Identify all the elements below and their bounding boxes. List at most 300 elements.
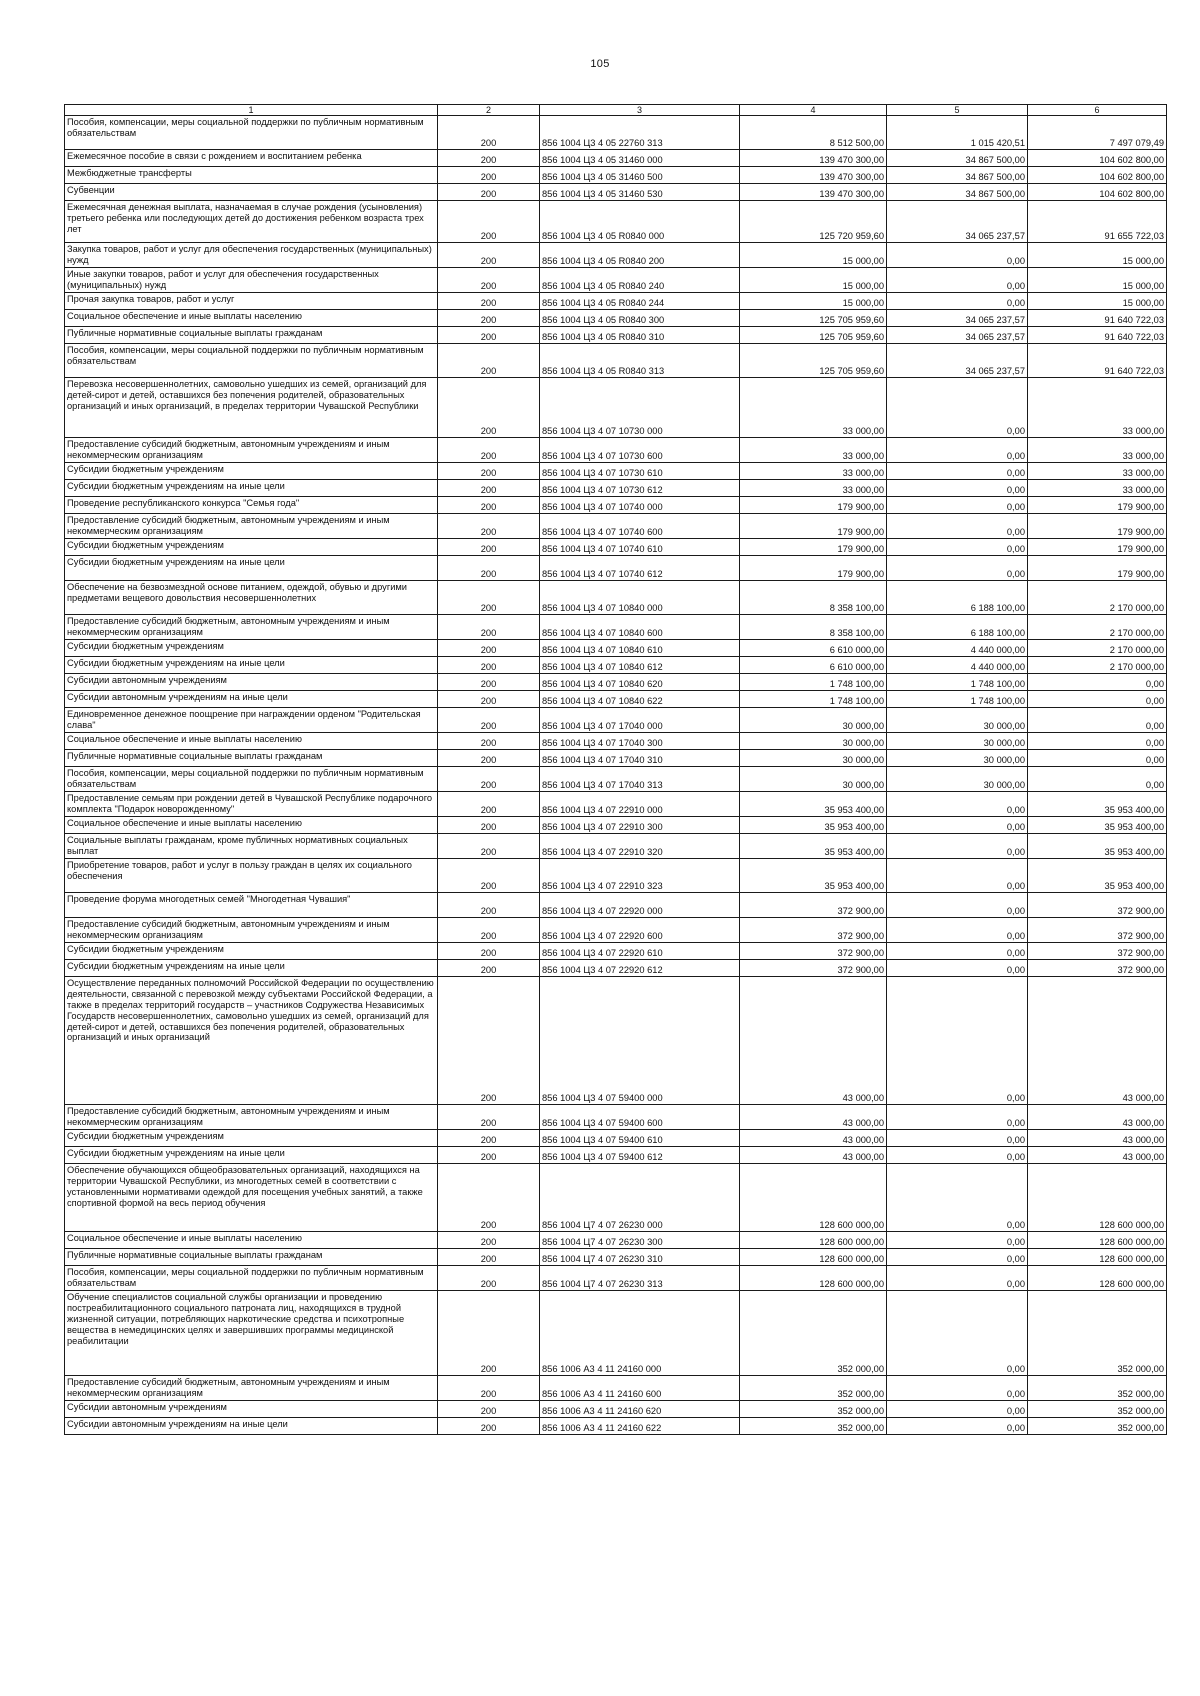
row-amount-col4: 33 000,00 — [740, 480, 887, 497]
row-amount-col5: 0,00 — [887, 556, 1028, 581]
row-classification-code: 856 1004 Ц3 4 07 10840 620 — [540, 674, 740, 691]
row-classification-code: 856 1004 Ц3 4 05 22760 313 — [540, 116, 740, 150]
row-amount-col4: 139 470 300,00 — [740, 184, 887, 201]
row-classification-code: 856 1004 Ц3 4 05 R0840 300 — [540, 310, 740, 327]
row-amount-col6: 43 000,00 — [1028, 977, 1167, 1105]
row-amount-col4: 33 000,00 — [740, 463, 887, 480]
row-description: Социальные выплаты гражданам, кроме публичных нормативных социальных выплат — [65, 834, 438, 859]
row-description: Иные закупки товаров, работ и услуг для обеспечения государственных (муниципальных) нужд — [65, 268, 438, 293]
table-row — [65, 750, 1167, 767]
row-amount-col6: 43 000,00 — [1028, 1105, 1167, 1130]
row-type-code: 200 — [438, 1401, 540, 1418]
row-amount-col6: 104 602 800,00 — [1028, 150, 1167, 167]
row-description: Межбюджетные трансферты — [65, 167, 438, 184]
column-header-4: 4 — [740, 105, 887, 116]
row-type-code: 200 — [438, 167, 540, 184]
row-type-code: 200 — [438, 733, 540, 750]
row-description: Проведение республиканского конкурса "Семья года" — [65, 497, 438, 514]
row-amount-col6: 35 953 400,00 — [1028, 792, 1167, 817]
row-type-code: 200 — [438, 1376, 540, 1401]
row-classification-code: 856 1004 Ц3 4 05 31460 000 — [540, 150, 740, 167]
row-amount-col6: 35 953 400,00 — [1028, 817, 1167, 834]
row-classification-code: 856 1004 Ц3 4 07 22910 300 — [540, 817, 740, 834]
row-amount-col5: 4 440 000,00 — [887, 657, 1028, 674]
row-amount-col5: 0,00 — [887, 1401, 1028, 1418]
column-header-1: 1 — [65, 105, 438, 116]
row-amount-col5: 0,00 — [887, 1232, 1028, 1249]
row-classification-code: 856 1004 Ц3 4 07 59400 600 — [540, 1105, 740, 1130]
table-row — [65, 1401, 1167, 1418]
row-amount-col5: 0,00 — [887, 1249, 1028, 1266]
row-amount-col4: 139 470 300,00 — [740, 167, 887, 184]
row-amount-col6: 33 000,00 — [1028, 438, 1167, 463]
row-description: Ежемесячная денежная выплата, назначаемая в случае рождения (усыновления) третьего ребенка или последующих детей до достижения ребенком возраста трех лет — [65, 201, 438, 243]
row-description: Ежемесячное пособие в связи с рождением и воспитанием ребенка — [65, 150, 438, 167]
row-amount-col6: 0,00 — [1028, 708, 1167, 733]
row-amount-col6: 2 170 000,00 — [1028, 581, 1167, 615]
row-description: Пособия, компенсации, меры социальной поддержки по публичным нормативным обязательствам — [65, 116, 438, 150]
table-row — [65, 640, 1167, 657]
table-row — [65, 1266, 1167, 1291]
row-description: Обеспечение на безвозмездной основе питанием, одеждой, обувью и другими предметами вещевого довольствия несовершеннолетних — [65, 581, 438, 615]
row-classification-code: 856 1004 Ц3 4 07 10730 612 — [540, 480, 740, 497]
row-amount-col6: 179 900,00 — [1028, 514, 1167, 539]
row-type-code: 200 — [438, 1266, 540, 1291]
row-amount-col5: 34 065 237,57 — [887, 201, 1028, 243]
row-amount-col6: 2 170 000,00 — [1028, 615, 1167, 640]
row-classification-code: 856 1004 Ц3 4 07 10840 622 — [540, 691, 740, 708]
row-amount-col5: 0,00 — [887, 1164, 1028, 1232]
row-amount-col5: 6 188 100,00 — [887, 581, 1028, 615]
row-type-code: 200 — [438, 463, 540, 480]
row-amount-col6: 15 000,00 — [1028, 293, 1167, 310]
row-description: Приобретение товаров, работ и услуг в пользу граждан в целях их социального обеспечения — [65, 859, 438, 893]
row-description: Социальное обеспечение и иные выплаты населению — [65, 1232, 438, 1249]
table-row — [65, 310, 1167, 327]
row-type-code: 200 — [438, 674, 540, 691]
table-row — [65, 792, 1167, 817]
row-classification-code: 856 1004 Ц3 4 05 R0840 310 — [540, 327, 740, 344]
row-amount-col5: 0,00 — [887, 1418, 1028, 1435]
row-amount-col4: 43 000,00 — [740, 977, 887, 1105]
row-amount-col6: 0,00 — [1028, 733, 1167, 750]
row-amount-col5: 30 000,00 — [887, 733, 1028, 750]
row-classification-code: 856 1004 Ц3 4 05 R0840 240 — [540, 268, 740, 293]
table-row — [65, 943, 1167, 960]
row-amount-col6: 372 900,00 — [1028, 943, 1167, 960]
row-amount-col6: 33 000,00 — [1028, 480, 1167, 497]
table-row — [65, 556, 1167, 581]
row-amount-col4: 128 600 000,00 — [740, 1249, 887, 1266]
row-amount-col5: 0,00 — [887, 378, 1028, 438]
table-row — [65, 497, 1167, 514]
table-row — [65, 514, 1167, 539]
row-description: Субсидии автономным учреждениям на иные цели — [65, 691, 438, 708]
row-type-code: 200 — [438, 1164, 540, 1232]
row-classification-code: 856 1006 А3 4 11 24160 000 — [540, 1291, 740, 1376]
table-row — [65, 201, 1167, 243]
row-type-code: 200 — [438, 640, 540, 657]
row-amount-col4: 8 512 500,00 — [740, 116, 887, 150]
row-classification-code: 856 1004 Ц7 4 07 26230 000 — [540, 1164, 740, 1232]
row-description: Закупка товаров, работ и услуг для обеспечения государственных (муниципальных) нужд — [65, 243, 438, 268]
table-row — [65, 977, 1167, 1105]
row-amount-col4: 179 900,00 — [740, 539, 887, 556]
table-row — [65, 344, 1167, 378]
row-classification-code: 856 1004 Ц3 4 07 10840 600 — [540, 615, 740, 640]
row-amount-col5: 0,00 — [887, 792, 1028, 817]
row-type-code: 200 — [438, 1232, 540, 1249]
row-amount-col4: 125 705 959,60 — [740, 327, 887, 344]
table-row — [65, 1130, 1167, 1147]
table-row — [65, 293, 1167, 310]
row-amount-col4: 35 953 400,00 — [740, 792, 887, 817]
row-amount-col6: 0,00 — [1028, 691, 1167, 708]
table-row — [65, 1376, 1167, 1401]
row-amount-col6: 179 900,00 — [1028, 539, 1167, 556]
row-amount-col5: 30 000,00 — [887, 767, 1028, 792]
row-amount-col5: 0,00 — [887, 1105, 1028, 1130]
table-row — [65, 708, 1167, 733]
row-amount-col6: 43 000,00 — [1028, 1147, 1167, 1164]
row-classification-code: 856 1006 А3 4 11 24160 622 — [540, 1418, 740, 1435]
row-description: Предоставление субсидий бюджетным, автономным учреждениям и иным некоммерческим организациям — [65, 615, 438, 640]
row-amount-col5: 0,00 — [887, 893, 1028, 918]
row-classification-code: 856 1004 Ц3 4 07 10740 612 — [540, 556, 740, 581]
row-classification-code: 856 1004 Ц3 4 07 22920 612 — [540, 960, 740, 977]
row-amount-col5: 1 015 420,51 — [887, 116, 1028, 150]
row-amount-col6: 0,00 — [1028, 674, 1167, 691]
table-row — [65, 960, 1167, 977]
row-amount-col4: 372 900,00 — [740, 943, 887, 960]
table-row — [65, 674, 1167, 691]
row-type-code: 200 — [438, 497, 540, 514]
row-classification-code: 856 1004 Ц3 4 07 17040 000 — [540, 708, 740, 733]
row-amount-col4: 352 000,00 — [740, 1376, 887, 1401]
row-amount-col6: 91 640 722,03 — [1028, 310, 1167, 327]
row-amount-col4: 1 748 100,00 — [740, 674, 887, 691]
row-amount-col6: 7 497 079,49 — [1028, 116, 1167, 150]
table-body — [65, 116, 1167, 1435]
row-amount-col5: 0,00 — [887, 1147, 1028, 1164]
row-amount-col4: 8 358 100,00 — [740, 615, 887, 640]
row-amount-col5: 0,00 — [887, 497, 1028, 514]
table-row — [65, 116, 1167, 150]
row-amount-col5: 34 867 500,00 — [887, 184, 1028, 201]
row-type-code: 200 — [438, 960, 540, 977]
row-amount-col5: 0,00 — [887, 1291, 1028, 1376]
row-classification-code: 856 1004 Ц3 4 07 22920 600 — [540, 918, 740, 943]
row-description: Предоставление субсидий бюджетным, автономным учреждениям и иным некоммерческим организациям — [65, 1376, 438, 1401]
table-row — [65, 1249, 1167, 1266]
row-amount-col5: 0,00 — [887, 1130, 1028, 1147]
row-description: Социальное обеспечение и иные выплаты населению — [65, 310, 438, 327]
table-row — [65, 918, 1167, 943]
table-row — [65, 767, 1167, 792]
table-row — [65, 184, 1167, 201]
row-type-code: 200 — [438, 243, 540, 268]
row-amount-col5: 1 748 100,00 — [887, 674, 1028, 691]
row-amount-col5: 4 440 000,00 — [887, 640, 1028, 657]
row-amount-col5: 1 748 100,00 — [887, 691, 1028, 708]
row-description: Субсидии бюджетным учреждениям — [65, 1130, 438, 1147]
row-amount-col4: 15 000,00 — [740, 243, 887, 268]
column-header-2: 2 — [438, 105, 540, 116]
table-row — [65, 1164, 1167, 1232]
page-number: 105 — [590, 58, 610, 70]
row-amount-col4: 35 953 400,00 — [740, 834, 887, 859]
table-row — [65, 1147, 1167, 1164]
row-description: Предоставление субсидий бюджетным, автономным учреждениям и иным некоммерческим организациям — [65, 514, 438, 539]
row-description: Субсидии автономным учреждениям — [65, 674, 438, 691]
table-row — [65, 1232, 1167, 1249]
row-type-code: 200 — [438, 268, 540, 293]
row-amount-col5: 0,00 — [887, 268, 1028, 293]
row-amount-col5: 0,00 — [887, 1266, 1028, 1291]
row-amount-col6: 43 000,00 — [1028, 1130, 1167, 1147]
row-description: Субсидии бюджетным учреждениям — [65, 463, 438, 480]
row-description: Обеспечение обучающихся общеобразовательных организаций, находящихся на территории Чувашской Республики, из многодетных семей в соответствии с установленными нормативами одеждой для посещения учебных занятий, а также спортивной формой на весь период обучения — [65, 1164, 438, 1232]
row-classification-code: 856 1004 Ц3 4 05 31460 500 — [540, 167, 740, 184]
row-description: Субсидии бюджетным учреждениям на иные цели — [65, 1147, 438, 1164]
row-classification-code: 856 1004 Ц3 4 05 R0840 000 — [540, 201, 740, 243]
row-type-code: 200 — [438, 977, 540, 1105]
row-amount-col6: 128 600 000,00 — [1028, 1266, 1167, 1291]
row-classification-code: 856 1004 Ц3 4 07 22910 000 — [540, 792, 740, 817]
row-type-code: 200 — [438, 378, 540, 438]
row-type-code: 200 — [438, 581, 540, 615]
row-classification-code: 856 1004 Ц7 4 07 26230 300 — [540, 1232, 740, 1249]
row-classification-code: 856 1004 Ц3 4 07 10730 610 — [540, 463, 740, 480]
row-amount-col5: 34 867 500,00 — [887, 167, 1028, 184]
row-amount-col5: 0,00 — [887, 834, 1028, 859]
row-description: Публичные нормативные социальные выплаты гражданам — [65, 327, 438, 344]
row-classification-code: 856 1004 Ц3 4 07 10730 600 — [540, 438, 740, 463]
row-amount-col6: 372 900,00 — [1028, 960, 1167, 977]
row-amount-col4: 372 900,00 — [740, 893, 887, 918]
row-amount-col5: 0,00 — [887, 514, 1028, 539]
row-classification-code: 856 1004 Ц3 4 05 31460 530 — [540, 184, 740, 201]
table-row — [65, 581, 1167, 615]
row-amount-col4: 6 610 000,00 — [740, 640, 887, 657]
row-amount-col5: 0,00 — [887, 480, 1028, 497]
row-amount-col6: 0,00 — [1028, 750, 1167, 767]
row-description: Субсидии бюджетным учреждениям на иные цели — [65, 657, 438, 674]
row-description: Предоставление семьям при рождении детей в Чувашской Республике подарочного комплекта "Подарок новорожденному" — [65, 792, 438, 817]
row-amount-col5: 0,00 — [887, 943, 1028, 960]
table-row — [65, 834, 1167, 859]
row-amount-col6: 91 640 722,03 — [1028, 327, 1167, 344]
table-row — [65, 480, 1167, 497]
row-type-code: 200 — [438, 708, 540, 733]
row-type-code: 200 — [438, 943, 540, 960]
table-row — [65, 893, 1167, 918]
row-amount-col6: 104 602 800,00 — [1028, 184, 1167, 201]
row-classification-code: 856 1004 Ц3 4 07 10840 000 — [540, 581, 740, 615]
table-row — [65, 859, 1167, 893]
row-classification-code: 856 1004 Ц3 4 07 22910 320 — [540, 834, 740, 859]
row-classification-code: 856 1006 А3 4 11 24160 600 — [540, 1376, 740, 1401]
row-type-code: 200 — [438, 116, 540, 150]
row-amount-col6: 35 953 400,00 — [1028, 859, 1167, 893]
row-description: Предоставление субсидий бюджетным, автономным учреждениям и иным некоммерческим организациям — [65, 1105, 438, 1130]
row-type-code: 200 — [438, 1418, 540, 1435]
row-description: Предоставление субсидий бюджетным, автономным учреждениям и иным некоммерческим организациям — [65, 438, 438, 463]
row-amount-col4: 139 470 300,00 — [740, 150, 887, 167]
row-type-code: 200 — [438, 1130, 540, 1147]
row-amount-col6: 91 640 722,03 — [1028, 344, 1167, 378]
row-amount-col5: 0,00 — [887, 438, 1028, 463]
row-type-code: 200 — [438, 657, 540, 674]
row-description: Субсидии автономным учреждениям — [65, 1401, 438, 1418]
row-type-code: 200 — [438, 750, 540, 767]
row-type-code: 200 — [438, 1249, 540, 1266]
row-classification-code: 856 1004 Ц3 4 07 59400 000 — [540, 977, 740, 1105]
row-amount-col6: 128 600 000,00 — [1028, 1249, 1167, 1266]
row-amount-col6: 352 000,00 — [1028, 1376, 1167, 1401]
table-row — [65, 817, 1167, 834]
row-type-code: 200 — [438, 893, 540, 918]
row-amount-col4: 179 900,00 — [740, 497, 887, 514]
row-amount-col4: 43 000,00 — [740, 1130, 887, 1147]
table-row — [65, 243, 1167, 268]
row-amount-col5: 0,00 — [887, 293, 1028, 310]
row-amount-col6: 91 655 722,03 — [1028, 201, 1167, 243]
row-type-code: 200 — [438, 792, 540, 817]
table-row — [65, 378, 1167, 438]
row-amount-col4: 128 600 000,00 — [740, 1266, 887, 1291]
row-description: Субвенции — [65, 184, 438, 201]
row-type-code: 200 — [438, 438, 540, 463]
row-description: Пособия, компенсации, меры социальной поддержки по публичным нормативным обязательствам — [65, 1266, 438, 1291]
row-classification-code: 856 1004 Ц3 4 07 59400 612 — [540, 1147, 740, 1164]
row-amount-col4: 179 900,00 — [740, 514, 887, 539]
row-classification-code: 856 1004 Ц3 4 05 R0840 200 — [540, 243, 740, 268]
row-amount-col4: 35 953 400,00 — [740, 859, 887, 893]
column-header-6: 6 — [1028, 105, 1167, 116]
row-type-code: 200 — [438, 539, 540, 556]
row-description: Социальное обеспечение и иные выплаты населению — [65, 817, 438, 834]
row-description: Проведение форума многодетных семей "Многодетная Чувашия" — [65, 893, 438, 918]
row-classification-code: 856 1004 Ц3 4 07 10740 610 — [540, 539, 740, 556]
row-classification-code: 856 1004 Ц3 4 07 22910 323 — [540, 859, 740, 893]
row-amount-col6: 179 900,00 — [1028, 556, 1167, 581]
row-classification-code: 856 1004 Ц3 4 07 10840 610 — [540, 640, 740, 657]
row-description: Предоставление субсидий бюджетным, автономным учреждениям и иным некоммерческим организациям — [65, 918, 438, 943]
row-description: Субсидии бюджетным учреждениям на иные цели — [65, 960, 438, 977]
row-amount-col5: 0,00 — [887, 977, 1028, 1105]
row-classification-code: 856 1004 Ц3 4 07 17040 310 — [540, 750, 740, 767]
row-description: Перевозка несовершеннолетних, самовольно ушедших из семей, организаций для детей-сирот и детей, оставшихся без попечения родителей, образовательных организаций и иных организаций, в пределах территории Чувашской Республики — [65, 378, 438, 438]
row-amount-col6: 372 900,00 — [1028, 918, 1167, 943]
table-row — [65, 1291, 1167, 1376]
column-header-5: 5 — [887, 105, 1028, 116]
row-amount-col6: 128 600 000,00 — [1028, 1232, 1167, 1249]
row-amount-col5: 34 065 237,57 — [887, 327, 1028, 344]
row-classification-code: 856 1004 Ц7 4 07 26230 310 — [540, 1249, 740, 1266]
row-amount-col4: 128 600 000,00 — [740, 1164, 887, 1232]
row-type-code: 200 — [438, 293, 540, 310]
row-description: Субсидии бюджетным учреждениям — [65, 943, 438, 960]
row-classification-code: 856 1004 Ц3 4 07 17040 300 — [540, 733, 740, 750]
row-classification-code: 856 1006 А3 4 11 24160 620 — [540, 1401, 740, 1418]
row-amount-col4: 352 000,00 — [740, 1291, 887, 1376]
table-row — [65, 268, 1167, 293]
row-description: Субсидии автономным учреждениям на иные цели — [65, 1418, 438, 1435]
row-amount-col5: 30 000,00 — [887, 708, 1028, 733]
row-description: Социальное обеспечение и иные выплаты населению — [65, 733, 438, 750]
row-amount-col6: 372 900,00 — [1028, 893, 1167, 918]
row-amount-col6: 0,00 — [1028, 767, 1167, 792]
row-classification-code: 856 1004 Ц3 4 05 R0840 313 — [540, 344, 740, 378]
row-amount-col5: 34 867 500,00 — [887, 150, 1028, 167]
row-amount-col4: 43 000,00 — [740, 1105, 887, 1130]
row-type-code: 200 — [438, 201, 540, 243]
row-amount-col6: 33 000,00 — [1028, 463, 1167, 480]
table-row — [65, 691, 1167, 708]
table-row — [65, 1418, 1167, 1435]
table-row — [65, 150, 1167, 167]
row-amount-col4: 30 000,00 — [740, 750, 887, 767]
row-amount-col4: 1 748 100,00 — [740, 691, 887, 708]
row-amount-col5: 0,00 — [887, 918, 1028, 943]
row-amount-col4: 125 705 959,60 — [740, 310, 887, 327]
row-amount-col4: 352 000,00 — [740, 1418, 887, 1435]
row-amount-col4: 35 953 400,00 — [740, 817, 887, 834]
row-amount-col5: 0,00 — [887, 1376, 1028, 1401]
row-amount-col6: 33 000,00 — [1028, 378, 1167, 438]
row-classification-code: 856 1004 Ц7 4 07 26230 313 — [540, 1266, 740, 1291]
row-classification-code: 856 1004 Ц3 4 07 59400 610 — [540, 1130, 740, 1147]
row-amount-col4: 352 000,00 — [740, 1401, 887, 1418]
row-classification-code: 856 1004 Ц3 4 07 10740 000 — [540, 497, 740, 514]
row-amount-col5: 6 188 100,00 — [887, 615, 1028, 640]
row-amount-col5: 0,00 — [887, 463, 1028, 480]
row-amount-col6: 128 600 000,00 — [1028, 1164, 1167, 1232]
row-description: Субсидии бюджетным учреждениям — [65, 640, 438, 657]
row-type-code: 200 — [438, 327, 540, 344]
table-row — [65, 539, 1167, 556]
row-amount-col6: 15 000,00 — [1028, 268, 1167, 293]
row-amount-col4: 128 600 000,00 — [740, 1232, 887, 1249]
row-type-code: 200 — [438, 859, 540, 893]
row-amount-col4: 30 000,00 — [740, 733, 887, 750]
row-type-code: 200 — [438, 310, 540, 327]
column-header-3: 3 — [540, 105, 740, 116]
row-type-code: 200 — [438, 1147, 540, 1164]
table-row — [65, 733, 1167, 750]
row-amount-col5: 0,00 — [887, 960, 1028, 977]
row-amount-col5: 0,00 — [887, 539, 1028, 556]
row-description: Пособия, компенсации, меры социальной поддержки по публичным нормативным обязательствам — [65, 767, 438, 792]
row-amount-col6: 352 000,00 — [1028, 1291, 1167, 1376]
row-type-code: 200 — [438, 615, 540, 640]
table-row — [65, 615, 1167, 640]
table-row — [65, 167, 1167, 184]
row-classification-code: 856 1004 Ц3 4 05 R0840 244 — [540, 293, 740, 310]
row-amount-col4: 15 000,00 — [740, 268, 887, 293]
row-amount-col6: 104 602 800,00 — [1028, 167, 1167, 184]
row-classification-code: 856 1004 Ц3 4 07 10740 600 — [540, 514, 740, 539]
row-type-code: 200 — [438, 480, 540, 497]
table-row — [65, 1105, 1167, 1130]
row-amount-col5: 34 065 237,57 — [887, 310, 1028, 327]
row-amount-col4: 125 705 959,60 — [740, 344, 887, 378]
row-type-code: 200 — [438, 1105, 540, 1130]
row-amount-col4: 15 000,00 — [740, 293, 887, 310]
row-type-code: 200 — [438, 514, 540, 539]
row-amount-col5: 30 000,00 — [887, 750, 1028, 767]
